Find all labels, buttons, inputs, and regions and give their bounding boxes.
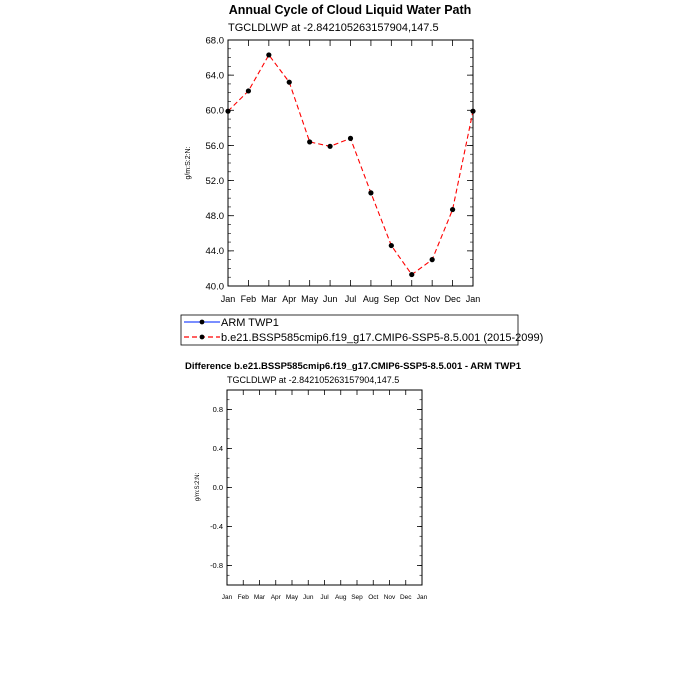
- y-tick-label: 68.0: [205, 35, 224, 47]
- x-tick-label: Oct: [368, 594, 379, 601]
- data-point: [368, 190, 373, 195]
- x-tick-label: Mar: [261, 294, 277, 304]
- data-point: [307, 139, 312, 144]
- data-point: [246, 88, 251, 93]
- x-tick-label: Jan: [221, 594, 233, 601]
- legend-marker-model: [200, 335, 205, 340]
- x-tick-label: Feb: [240, 294, 257, 304]
- y-tick-label: 0.8: [212, 405, 223, 415]
- data-point: [450, 207, 455, 212]
- x-tick-label: Nov: [424, 294, 441, 304]
- legend: [181, 315, 543, 345]
- x-tick-label: Apr: [282, 294, 297, 304]
- y-tick-label: 60.0: [205, 105, 224, 117]
- data-point: [409, 272, 414, 277]
- chart-subtitle: TGCLDLWP at -2.842105263157904,147.5: [227, 375, 400, 385]
- x-tick-label: Aug: [362, 294, 379, 304]
- x-tick-label: Feb: [237, 594, 249, 601]
- data-point: [225, 109, 230, 114]
- y-tick-label: 40.0: [205, 281, 224, 293]
- x-tick-label: Jun: [303, 594, 314, 601]
- x-tick-label: Dec: [444, 294, 461, 304]
- x-tick-label: Nov: [383, 594, 396, 601]
- legend-marker-arm: [200, 320, 205, 325]
- x-tick-label: Jan: [465, 294, 481, 304]
- x-tick-label: Apr: [270, 594, 281, 601]
- data-point: [348, 136, 353, 141]
- x-tick-label: Jul: [344, 294, 357, 304]
- x-tick-label: Jun: [322, 294, 338, 304]
- y-tick-label: -0.8: [210, 561, 223, 571]
- tick-group: [210, 390, 428, 601]
- panel-annual-cycle: [185, 3, 480, 304]
- y-tick-label: 0.0: [212, 483, 223, 493]
- x-tick-label: Sep: [351, 594, 363, 601]
- y-tick-label: 48.0: [205, 211, 224, 223]
- series-group: [225, 52, 475, 277]
- chart-title: Difference b.e21.BSSP585cmip6.f19_g17.CMIP6-SSP5-8.5.001 - ARM TWP1: [185, 361, 521, 372]
- data-point: [430, 257, 435, 262]
- y-tick-label: 56.0: [205, 140, 224, 152]
- data-point: [287, 80, 292, 85]
- tick-group: [206, 35, 481, 304]
- y-tick-label: 52.0: [205, 175, 224, 187]
- data-point: [470, 109, 475, 114]
- data-point: [327, 144, 332, 149]
- y-tick-label: 0.4: [212, 444, 223, 454]
- panel-difference: [185, 361, 522, 601]
- legend-label-model: b.e21.BSSP585cmip6.f19_g17.CMIP6-SSP5-8.5.001 (2015-2099): [221, 332, 544, 344]
- x-tick-label: Dec: [399, 594, 412, 601]
- chart-subtitle: TGCLDLWP at -2.842105263157904,147.5: [228, 22, 439, 34]
- chart-title: Annual Cycle of Cloud Liquid Water Path: [228, 3, 472, 17]
- x-tick-label: Aug: [334, 594, 347, 601]
- y-tick-label: 44.0: [205, 246, 224, 258]
- x-tick-label: Sep: [383, 294, 400, 304]
- data-point: [389, 243, 394, 248]
- x-tick-label: Jan: [416, 594, 428, 601]
- x-tick-label: Jul: [320, 594, 329, 601]
- series-line: [228, 55, 473, 275]
- plot-frame: [227, 390, 422, 585]
- data-point: [266, 52, 271, 57]
- x-tick-label: May: [301, 294, 319, 304]
- legend-label-arm: ARM TWP1: [221, 317, 279, 329]
- y-axis-label: g/m:S:2:N:: [195, 472, 201, 502]
- x-tick-label: Mar: [253, 594, 266, 601]
- y-axis-label: g/m:S:2:N:: [185, 146, 192, 180]
- x-tick-label: Jan: [220, 294, 236, 304]
- x-tick-label: Oct: [404, 294, 419, 304]
- y-tick-label: 64.0: [205, 70, 224, 82]
- y-tick-label: -0.4: [210, 522, 223, 532]
- x-tick-label: May: [285, 594, 299, 601]
